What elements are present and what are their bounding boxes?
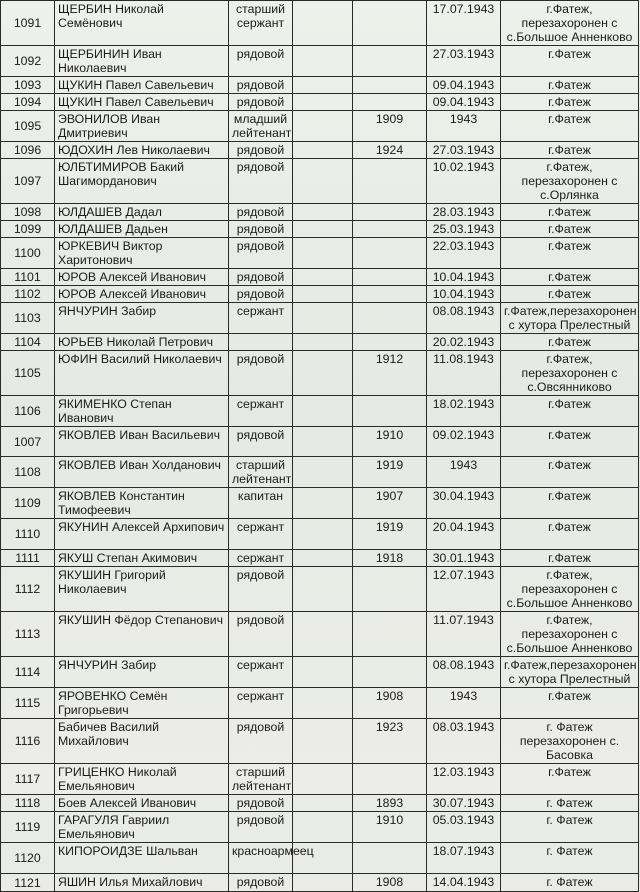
military-rank: сержант	[229, 519, 293, 550]
empty-cell	[293, 238, 353, 269]
record-number: 1093	[1, 77, 55, 94]
burial-place: г.Фатеж	[501, 269, 639, 286]
death-date: 09.04.1943	[427, 77, 501, 94]
empty-cell	[293, 457, 353, 488]
soldier-name: ЯШИН Илья Михайлович	[55, 874, 229, 892]
table-row	[1, 221, 639, 238]
table-row	[1, 351, 639, 396]
soldier-name: ЯНЧУРИН Забир	[55, 657, 229, 688]
table-row	[1, 519, 639, 550]
birth-year: 1909	[353, 111, 427, 142]
table-row	[1, 204, 639, 221]
military-rank: рядовой	[229, 77, 293, 94]
empty-cell	[293, 795, 353, 812]
military-rank: рядовой	[229, 719, 293, 764]
empty-cell	[293, 159, 353, 204]
empty-cell	[293, 550, 353, 567]
record-number: 1115	[1, 688, 55, 719]
soldier-name: ЮДОХИН Лев Николаевич	[55, 142, 229, 159]
record-number: 1118	[1, 795, 55, 812]
burial-place: г.Фатеж	[501, 238, 639, 269]
record-number: 1117	[1, 764, 55, 795]
table-row	[1, 657, 639, 688]
military-rank: рядовой	[229, 238, 293, 269]
burial-place: г.Фатеж, перезахоронен с с.Большое Анненково	[501, 567, 639, 612]
record-number: 1110	[1, 519, 55, 550]
empty-cell	[293, 812, 353, 843]
death-date: 12.03.1943	[427, 764, 501, 795]
military-rank: рядовой	[229, 221, 293, 238]
death-date: 05.03.1943	[427, 812, 501, 843]
burial-place: г. Фатеж	[501, 812, 639, 843]
soldier-name: ЮЛДАШЕВ Дадал	[55, 204, 229, 221]
burial-place: г.Фатеж	[501, 427, 639, 457]
table-row	[1, 303, 639, 334]
birth-year	[353, 159, 427, 204]
birth-year	[353, 396, 427, 427]
empty-cell	[293, 77, 353, 94]
empty-cell	[293, 764, 353, 795]
death-date: 08.08.1943	[427, 657, 501, 688]
death-date: 25.03.1943	[427, 221, 501, 238]
soldier-name: ЯНЧУРИН Забир	[55, 303, 229, 334]
soldier-name: ЭВОНИЛОВ Иван Дмитриевич	[55, 111, 229, 142]
record-number: 1097	[1, 159, 55, 204]
death-date: 08.03.1943	[427, 719, 501, 764]
military-rank: рядовой	[229, 142, 293, 159]
military-rank: рядовой	[229, 427, 293, 457]
soldier-name: ЮРЬЕВ Николай Петрович	[55, 334, 229, 351]
military-rank: рядовой	[229, 159, 293, 204]
soldier-name: ЯКУШИН Григорий Николаевич	[55, 567, 229, 612]
death-date: 11.08.1943	[427, 351, 501, 396]
burial-place: г.Фатеж, перезахоронен с с.Большое Анненково	[501, 612, 639, 657]
death-date: 09.04.1943	[427, 94, 501, 111]
birth-year: 1893	[353, 795, 427, 812]
table-row	[1, 550, 639, 567]
birth-year: 1919	[353, 457, 427, 488]
record-number: 1121	[1, 874, 55, 892]
record-number: 1102	[1, 286, 55, 303]
military-rank: сержант	[229, 303, 293, 334]
birth-year	[353, 764, 427, 795]
soldier-name: ЩЕРБИНИН Иван Николаевич	[55, 46, 229, 77]
military-rank: рядовой	[229, 46, 293, 77]
soldier-name: ЮРКЕВИЧ Виктор Харитонович	[55, 238, 229, 269]
military-rank: рядовой	[229, 812, 293, 843]
death-date: 20.02.1943	[427, 334, 501, 351]
military-rank: сержант	[229, 688, 293, 719]
empty-cell	[293, 427, 353, 457]
soldier-name: ЯКИМЕНКО Степан Иванович	[55, 396, 229, 427]
death-date: 1943	[427, 111, 501, 142]
burial-place: г.Фатеж	[501, 46, 639, 77]
table-row	[1, 488, 639, 519]
burial-place: г. Фатеж	[501, 795, 639, 812]
death-date: 18.07.1943	[427, 843, 501, 874]
military-rank: рядовой	[229, 286, 293, 303]
military-rank: рядовой	[229, 204, 293, 221]
table-row	[1, 719, 639, 764]
empty-cell	[293, 142, 353, 159]
death-date: 27.03.1943	[427, 46, 501, 77]
birth-year	[353, 46, 427, 77]
burial-place: г.Фатеж	[501, 221, 639, 238]
soldier-name: ЮРОВ Алексей Иванович	[55, 286, 229, 303]
birth-year	[353, 269, 427, 286]
death-date: 08.08.1943	[427, 303, 501, 334]
record-number: 1106	[1, 396, 55, 427]
birth-year	[353, 286, 427, 303]
death-date: 30.01.1943	[427, 550, 501, 567]
soldier-name: ЯКУШ Степан Акимович	[55, 550, 229, 567]
death-date: 11.07.1943	[427, 612, 501, 657]
birth-year: 1910	[353, 812, 427, 843]
burial-place: г. Фатеж	[501, 843, 639, 874]
table-row	[1, 612, 639, 657]
table-row	[1, 159, 639, 204]
birth-year: 1908	[353, 874, 427, 892]
soldier-name: ЯКОВЛЕВ Иван Васильевич	[55, 427, 229, 457]
record-number: 1096	[1, 142, 55, 159]
table-row	[1, 457, 639, 488]
empty-cell	[293, 612, 353, 657]
table-row	[1, 238, 639, 269]
birth-year	[353, 334, 427, 351]
death-date: 18.02.1943	[427, 396, 501, 427]
military-rank: рядовой	[229, 612, 293, 657]
burial-place: г.Фатеж	[501, 519, 639, 550]
death-date: 10.04.1943	[427, 269, 501, 286]
military-rank: рядовой	[229, 874, 293, 892]
birth-year: 1918	[353, 550, 427, 567]
table-row	[1, 396, 639, 427]
military-rank: капитан	[229, 488, 293, 519]
record-number: 1116	[1, 719, 55, 764]
burial-place: г.Фатеж,перезахоронен с хутора Прелестный	[501, 657, 639, 688]
burial-place: г.Фатеж	[501, 688, 639, 719]
burial-place: г.Фатеж, перезахоронен с с.Орлянка	[501, 159, 639, 204]
death-date: 27.03.1943	[427, 142, 501, 159]
burial-place: г.Фатеж	[501, 334, 639, 351]
military-rank: сержант	[229, 550, 293, 567]
record-number: 1101	[1, 269, 55, 286]
empty-cell	[293, 334, 353, 351]
birth-year: 1912	[353, 351, 427, 396]
death-date: 17.07.1943	[427, 1, 501, 46]
burial-place: г.Фатеж, перезахоронен с с.Овсянниково	[501, 351, 639, 396]
soldier-name: Бабичев Василий Михайлович	[55, 719, 229, 764]
soldier-name: ГАРАГУЛЯ Гавриил Емельянович	[55, 812, 229, 843]
empty-cell	[293, 351, 353, 396]
military-rank: рядовой	[229, 351, 293, 396]
military-rank: старший сержант	[229, 1, 293, 46]
military-rank: рядовой	[229, 94, 293, 111]
empty-cell	[293, 111, 353, 142]
burial-place: г.Фатеж	[501, 764, 639, 795]
empty-cell	[293, 688, 353, 719]
soldier-name: ЯКУНИН Алексей Архипович	[55, 519, 229, 550]
soldier-name: ЮФИН Василий Николаевич	[55, 351, 229, 396]
table-row	[1, 111, 639, 142]
record-number: 1108	[1, 457, 55, 488]
empty-cell	[293, 94, 353, 111]
death-date: 09.02.1943	[427, 427, 501, 457]
military-rank: красноармеец	[229, 843, 293, 874]
soldier-name: КИПОРОИДЗЕ Шальван	[55, 843, 229, 874]
burial-place: г.Фатеж	[501, 111, 639, 142]
military-rank	[229, 334, 293, 351]
burial-place: г.Фатеж	[501, 142, 639, 159]
record-number: 1103	[1, 303, 55, 334]
table-row	[1, 334, 639, 351]
military-rank: старший лейтенант	[229, 764, 293, 795]
record-number: 1119	[1, 812, 55, 843]
table-row	[1, 764, 639, 795]
death-date: 14.04.1943	[427, 874, 501, 892]
death-date: 20.04.1943	[427, 519, 501, 550]
military-rank: сержант	[229, 657, 293, 688]
soldier-name: ЯКОВЛЕВ Константин Тимофеевич	[55, 488, 229, 519]
empty-cell	[293, 657, 353, 688]
birth-year	[353, 843, 427, 874]
record-number: 1120	[1, 843, 55, 874]
death-date: 28.03.1943	[427, 204, 501, 221]
empty-cell	[293, 46, 353, 77]
record-number: 1112	[1, 567, 55, 612]
birth-year: 1910	[353, 427, 427, 457]
register-rows	[1, 1, 639, 892]
military-rank: сержант	[229, 396, 293, 427]
burial-place: г. Фатеж перезахоронен с. Басовка	[501, 719, 639, 764]
empty-cell	[293, 1, 353, 46]
table-row	[1, 843, 639, 874]
birth-year	[353, 612, 427, 657]
death-date: 10.02.1943	[427, 159, 501, 204]
burial-place: г.Фатеж	[501, 550, 639, 567]
birth-year	[353, 567, 427, 612]
military-rank: старший лейтенант	[229, 457, 293, 488]
death-date: 1943	[427, 457, 501, 488]
military-rank: рядовой	[229, 795, 293, 812]
table-row	[1, 567, 639, 612]
table-row	[1, 688, 639, 719]
death-date: 12.07.1943	[427, 567, 501, 612]
burial-place: г.Фатеж,перезахоронен с хутора Прелестный	[501, 303, 639, 334]
burial-place: г.Фатеж	[501, 77, 639, 94]
soldier-name: ЯРОВЕНКО Семён Григорьевич	[55, 688, 229, 719]
birth-year	[353, 77, 427, 94]
table-row	[1, 77, 639, 94]
birth-year: 1907	[353, 488, 427, 519]
record-number: 1113	[1, 612, 55, 657]
table-row	[1, 46, 639, 77]
burial-place: г.Фатеж	[501, 457, 639, 488]
soldier-name: ЩУКИН Павел Савельевич	[55, 94, 229, 111]
military-rank: рядовой	[229, 269, 293, 286]
birth-year: 1923	[353, 719, 427, 764]
table-row	[1, 795, 639, 812]
burial-place: г.Фатеж	[501, 204, 639, 221]
empty-cell	[293, 874, 353, 892]
record-number: 1100	[1, 238, 55, 269]
table-row	[1, 286, 639, 303]
table-row	[1, 1, 639, 46]
death-date: 30.04.1943	[427, 488, 501, 519]
record-number: 1104	[1, 334, 55, 351]
death-date: 22.03.1943	[427, 238, 501, 269]
birth-year	[353, 1, 427, 46]
record-number: 1105	[1, 351, 55, 396]
record-number: 1094	[1, 94, 55, 111]
birth-year: 1919	[353, 519, 427, 550]
empty-cell	[293, 221, 353, 238]
death-date: 1943	[427, 688, 501, 719]
empty-cell	[293, 719, 353, 764]
record-number: 1109	[1, 488, 55, 519]
burial-place: г.Фатеж	[501, 396, 639, 427]
burial-place: г. Фатеж	[501, 874, 639, 892]
burial-place: г.Фатеж, перезахоронен с с.Большое Анненково	[501, 1, 639, 46]
soldier-name: ЮЛБТИМИРОВ Бакий Шагиморданович	[55, 159, 229, 204]
empty-cell	[293, 519, 353, 550]
empty-cell	[293, 269, 353, 286]
burial-place: г.Фатеж	[501, 286, 639, 303]
birth-year	[353, 94, 427, 111]
empty-cell	[293, 488, 353, 519]
death-date: 10.04.1943	[427, 286, 501, 303]
birth-year	[353, 204, 427, 221]
soldier-name: Боев Алексей Иванович	[55, 795, 229, 812]
soldier-name: ЮРОВ Алексей Иванович	[55, 269, 229, 286]
birth-year	[353, 238, 427, 269]
burial-place: г.Фатеж	[501, 488, 639, 519]
empty-cell	[293, 567, 353, 612]
table-row	[1, 427, 639, 457]
death-date: 30.07.1943	[427, 795, 501, 812]
record-number: 1111	[1, 550, 55, 567]
table-row	[1, 874, 639, 892]
empty-cell	[293, 286, 353, 303]
military-rank: рядовой	[229, 567, 293, 612]
soldier-name: ЮЛДАШЕВ Дадьен	[55, 221, 229, 238]
record-number: 1092	[1, 46, 55, 77]
empty-cell	[293, 204, 353, 221]
birth-year: 1924	[353, 142, 427, 159]
record-number: 1007	[1, 427, 55, 457]
table-row	[1, 142, 639, 159]
record-number: 1114	[1, 657, 55, 688]
empty-cell	[293, 303, 353, 334]
table-row	[1, 812, 639, 843]
birth-year	[353, 657, 427, 688]
military-rank: младший лейтенант	[229, 111, 293, 142]
record-number: 1098	[1, 204, 55, 221]
record-number: 1091	[1, 1, 55, 46]
burial-place: г.Фатеж	[501, 94, 639, 111]
record-number: 1095	[1, 111, 55, 142]
table-row	[1, 94, 639, 111]
table-row	[1, 269, 639, 286]
birth-year	[353, 221, 427, 238]
birth-year	[353, 303, 427, 334]
record-number: 1099	[1, 221, 55, 238]
soldier-name: ГРИЦЕНКО Николай Емельянович	[55, 764, 229, 795]
soldier-name: ЯКОВЛЕВ Иван Холданович	[55, 457, 229, 488]
empty-cell	[293, 396, 353, 427]
birth-year: 1908	[353, 688, 427, 719]
soldier-name: ЩЕРБИН Николай Семёнович	[55, 1, 229, 46]
soldier-name: ЩУКИН Павел Савельевич	[55, 77, 229, 94]
soldier-name: ЯКУШИН Фёдор Степанович	[55, 612, 229, 657]
